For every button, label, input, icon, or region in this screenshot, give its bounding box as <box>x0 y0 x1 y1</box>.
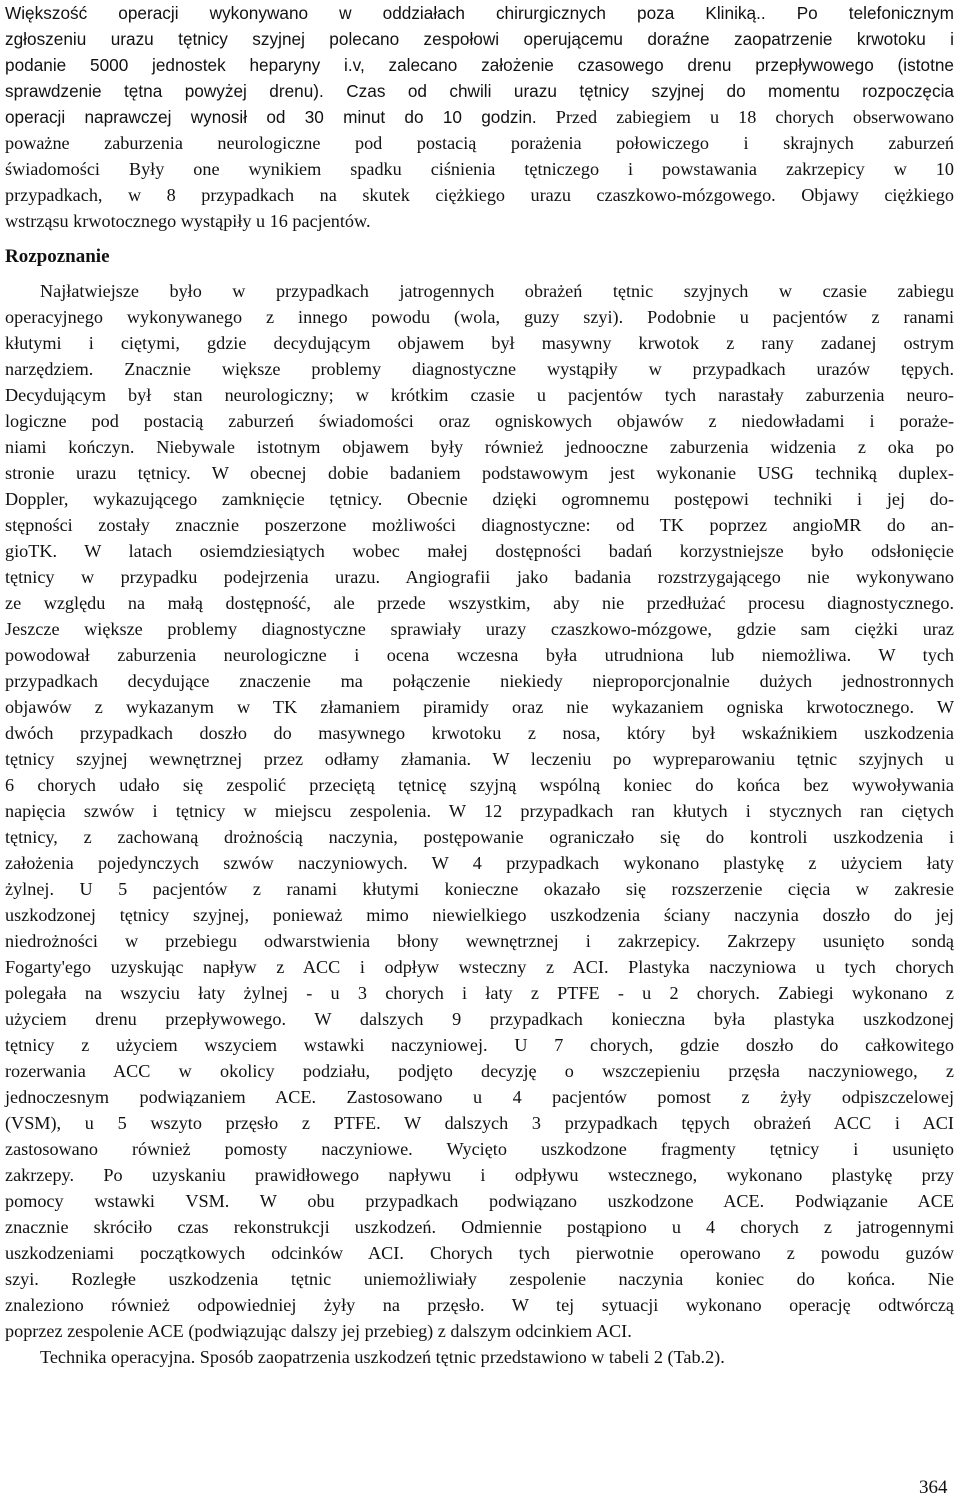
section-heading: Rozpoznanie <box>5 246 110 267</box>
text-line: wstrząsu krwotocznego wystąpiły u 16 pacjentów. <box>5 211 371 231</box>
text-line: rozerwania ACC w okolicy podziału, podjęto decyzję o wszczepieniu przęsła naczyniowego, z <box>5 1061 954 1081</box>
text-line: niedrożności w przebiegu odwarstwienia błony wewnętrznej i zakrzepicy. Zakrzepy usunięto sondą <box>5 931 954 951</box>
text-line: założenia pojedynczych szwów naczyniowych. W 4 przypadkach wykonano plastykę z użyciem łaty <box>5 853 954 873</box>
text-line: zgłoszeniu urazu tętnicy szyjnej polecano zespołowi operującemu doraźne zaopatrzenie krwotoku i <box>5 29 954 49</box>
text-line: poprzez zespolenie ACE (podwiązując dalszy jej przebieg) z dalszym odcinkiem ACI. <box>5 1321 632 1341</box>
text-line: pomocy wstawki VSM. W obu przypadkach podwiązano uszkodzone ACE. Podwiązanie ACE <box>5 1191 954 1211</box>
text-line: tętnicy szyjnej wewnętrznej przez odłamy złamania. W leczeniu po wypreparowaniu tętnic szyjnych u <box>5 749 954 769</box>
text-fragment: Przed zabiegiem u 18 chorych obserwowano <box>536 107 955 127</box>
text-line: operacyjnego wykonywanego z innego powodu (wola, guzy szyi). Podobnie u pacjentów z ranami <box>5 307 954 327</box>
text-line: tętnicy z użyciem wszyciem wstawki naczyniowej. U 7 chorych, gdzie doszło do całkowitego <box>5 1035 954 1055</box>
text-line: niami kończyn. Niebywale istotnym objawem były również jednooczne zaburzenia widzenia z oka po <box>5 437 954 457</box>
text-line: tętnicy w przypadku podejrzenia urazu. Angiografii jako badania rozstrzygającego nie wykonywano <box>5 567 954 587</box>
text-line: Doppler, wykazującego zamknięcie tętnicy. Obecnie dzięki ogromnemu postępowi techniki i jej do- <box>5 489 954 509</box>
paragraph-surgery-intro <box>5 0 954 234</box>
text-line: Jeszcze większe problemy diagnostyczne sprawiały urazy czaszkowo-mózgowe, gdzie sam ciężki uraz <box>5 619 954 639</box>
text-line: Fogarty'ego uzyskując napływ z ACC i odpływ wsteczny z ACI. Plastyka naczyniowa u tych chorych <box>5 957 954 977</box>
text-line-mixed <box>5 104 954 130</box>
text-fragment: operacji naprawczej wynosił od 30 minut do 10 godzin. <box>5 107 537 127</box>
text-line: 6 chorych udało się zespolić przeciętą tętnicę szyjną wspólną koniec do końca bez wywoływania <box>5 775 954 795</box>
text-line: polegała na wszyciu łaty żylnej - u 3 chorych i łaty z PTFE - u 2 chorych. Zabiegi wykonano z <box>5 983 954 1003</box>
text-line: tętnicy, z zachowaną drożnością naczynia, postępowanie ograniczało się do kontroli uszkodzenia i <box>5 827 954 847</box>
text-line: przypadkach decydujące znaczenie ma połączenie niekiedy nieproporcjonalnie dużych jednostronnych <box>5 671 954 691</box>
text-line: Decydującym był stan neurologiczny; w krótkim czasie u pacjentów tych narastały zaburzenia neuro- <box>5 385 954 405</box>
text-line: poważne zaburzenia neurologiczne pod postacią porażenia połowiczego i skrajnych zaburzeń <box>5 133 954 153</box>
text-line: powodował zaburzenia neurologiczne i ocena wczesna była utrudniona lub niemożliwa. W tych <box>5 645 954 665</box>
text-line: Najłatwiejsze było w przypadkach jatrogennych obrażeń tętnic szyjnych w czasie zabiegu <box>40 281 954 301</box>
text-line: narzędziem. Znacznie większe problemy diagnostyczne wystąpiły w przypadkach urazów tępych. <box>5 359 954 379</box>
text-line: gioTK. W latach osiemdziesiątych wobec małej dostępności badań korzystniejsze było odsłonięcie <box>5 541 954 561</box>
text-line: świadomości Były one wynikiem spadku ciśnienia tętniczego i powstawania zakrzepicy w 10 <box>5 159 954 179</box>
text-line: zastosowano również pomosty naczyniowe. Wycięto uszkodzone fragmenty tętnicy i usunięto <box>5 1139 954 1159</box>
document-page <box>5 0 954 1370</box>
text-line: uszkodzeniami początkowych odcinków ACI. Chorych tych pierwotnie operowano z powodu guzów <box>5 1243 954 1263</box>
text-line: objawów z wykazanym w TK złamaniem piramidy oraz nie wykazaniem ogniska krwotocznego. W <box>5 697 954 717</box>
text-line: napięcia szwów i tętnicy w miejscu zespolenia. W 12 przypadkach ran kłutych i stycznych ran ciętych <box>5 801 954 821</box>
text-line: Technika operacyjna. Sposób zaopatrzenia uszkodzeń tętnic przedstawiono w tabeli 2 (Tab.2). <box>40 1347 725 1367</box>
text-line: Większość operacji wykonywano w oddziałach chirurgicznych poza Kliniką.. Po telefonicznym <box>5 3 954 23</box>
paragraph-diagnosis <box>5 278 954 1344</box>
text-line: logiczne pod postacią zaburzeń świadomości oraz ogniskowych objawów z niedowładami i poraże- <box>5 411 954 431</box>
text-line: stronie urazu tętnicy. W obecnej dobie badaniem podstawowym jest wykonanie USG techniką duplex- <box>5 463 954 483</box>
text-line: kłutymi i ciętymi, gdzie decydującym objawem był masywny krwotok z rany zadanej ostrym <box>5 333 954 353</box>
text-line: znacznie skróciło czas rekonstrukcji uszkodzeń. Odmiennie postąpiono u 4 chorych z jatrogennymi <box>5 1217 954 1237</box>
text-line: szyi. Rozległe uszkodzenia tętnic uniemożliwiały zespolenie naczynia koniec do końca. Nie <box>5 1269 954 1289</box>
text-line: podanie 5000 jednostek heparyny i.v, zalecano założenie czasowego drenu przepływowego (istotne <box>5 55 954 75</box>
text-line: żylnej. U 5 pacjentów z ranami kłutymi konieczne okazało się rozszerzenie cięcia w zakresie <box>5 879 954 899</box>
text-line: sprawdzenie tętna powyżej drenu). Czas od chwili urazu tętnicy szyjnej do momentu rozpoczęcia <box>5 81 954 101</box>
text-line: jednoczesnym podwiązaniem ACE. Zastosowano u 4 pacjentów pomost z żyły odpiszczelowej <box>5 1087 954 1107</box>
text-line: użyciem drenu przepływowego. W dalszych 9 przypadkach konieczna była plastyka uszkodzonej <box>5 1009 954 1029</box>
text-line: znaleziono również odpowiedniej żyły na przęsło. W tej sytuacji wykonano operację odtwórczą <box>5 1295 954 1315</box>
text-line: dwóch przypadkach doszło do masywnego krwotoku z nosa, który był wskaźnikiem uszkodzenia <box>5 723 954 743</box>
text-line: przypadkach, w 8 przypadkach na skutek ciężkiego urazu czaszkowo-mózgowego. Objawy ciężkiego <box>5 185 954 205</box>
text-line: stępności zostały znacznie poszerzone możliwości diagnostyczne: od TK poprzez angioMR do an- <box>5 515 954 535</box>
text-line: uszkodzonej tętnicy szyjnej, ponieważ mimo niewielkiego uszkodzenia ściany naczynia doszło do jej <box>5 905 954 925</box>
text-line: zakrzepy. Po uzyskaniu prawidłowego napływu i odpływu wstecznego, wykonano plastykę przy <box>5 1165 954 1185</box>
text-line: (VSM), u 5 wszyto przęsło z PTFE. W dalszych 3 przypadkach tępych obrażeń ACC i ACI <box>5 1113 954 1133</box>
text-line: ze względu na małą dostępność, ale przede wszystkim, aby nie przedłużać procesu diagnostycznego. <box>5 593 954 613</box>
page-number: 364 <box>919 1477 948 1498</box>
